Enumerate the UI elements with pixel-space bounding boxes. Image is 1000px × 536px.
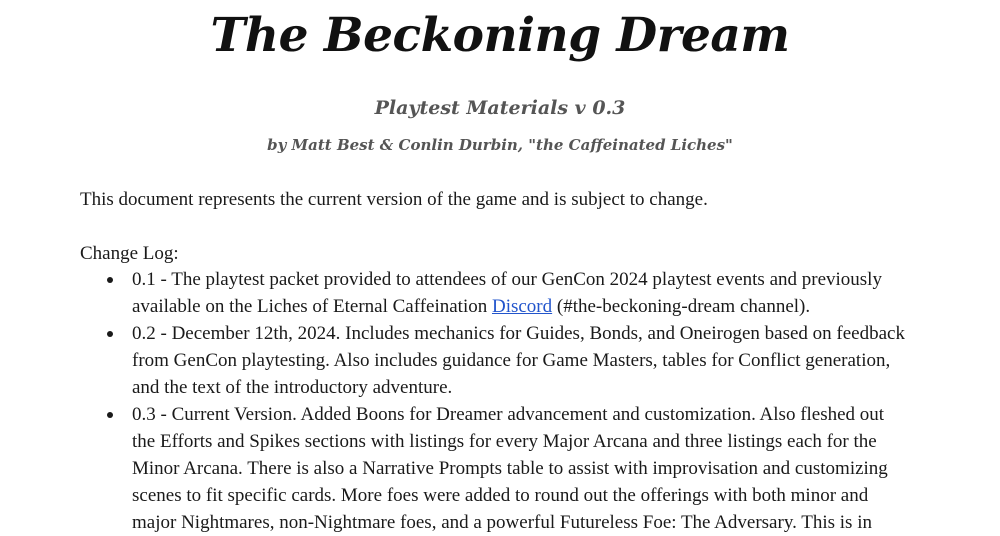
changelog-item-text-tail: (#the-beckoning-dream channel). (552, 296, 811, 317)
changelog-item-text: 0.2 - December 12th, 2024. Includes mechanics for Guides, Bonds, and Oneirogen based on feedback from GenCon playtesting. Also includes guidance for Game Masters, tables for Conflict generation, and the text of the introductory adventure. (132, 323, 905, 398)
bullet-icon (107, 412, 113, 418)
changelog-item-text: 0.3 - Current Version. Added Boons for Dreamer advancement and customization. Also fleshed out the Efforts and Spikes sections with listings for every Major Arcana and three listings each for the Minor Arcana. There is also a Narrative Prompts table to assist with improvisation and customizing scenes to fit specific cards. More foes were added to round out the offerings with both minor and major Nightmares, non-Nightmare foes, and a powerful Futureless Foe: The Adversary. This is in (132, 404, 888, 533)
changelog-item-text: 0.1 - The playtest packet provided to attendees of our GenCon 2024 playtest events and previously available on the Liches of Eternal Caffeination (132, 269, 882, 317)
document-byline: by Matt Best & Conlin Durbin, "the Caffeinated Liches" (267, 136, 733, 154)
changelog-heading: Change Log: (80, 243, 179, 264)
bullet-icon (107, 277, 113, 283)
discord-link[interactable]: Discord (491, 296, 553, 317)
document-subtitle: Playtest Materials v 0.3 (374, 97, 626, 119)
changelog-item-0-2 (80, 320, 910, 401)
changelog-item-0-1 (80, 266, 910, 320)
bullet-icon (107, 331, 113, 337)
intro-paragraph: This document represents the current version of the game and is subject to change. (80, 189, 708, 210)
changelog-list (80, 266, 910, 536)
document-title: The Beckoning Dream (210, 8, 790, 63)
changelog-item-0-3 (80, 401, 910, 536)
